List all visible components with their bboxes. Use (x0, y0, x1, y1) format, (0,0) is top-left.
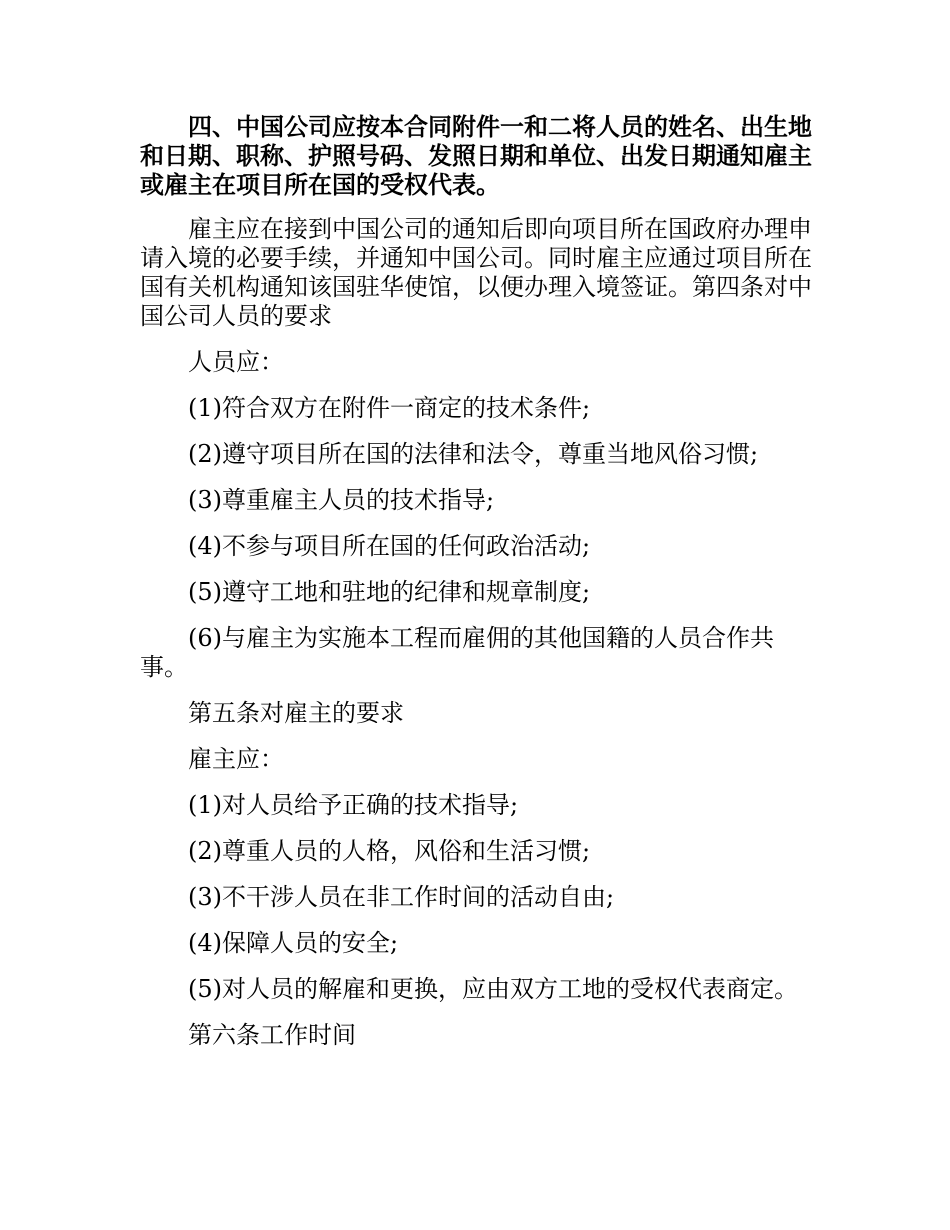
staff-requirement-item: (3)尊重雇主人员的技术指导; (188, 486, 495, 514)
staff-requirement-item: (4)不参与项目所在国的任何政治活动; (188, 532, 591, 560)
staff-requirements-intro: 人员应： (188, 348, 284, 376)
employer-requirement-item: (5)对人员的解雇和更换，应由双方工地的受权代表商定。 (188, 975, 798, 1003)
article-six-title: 第六条工作时间 (188, 1021, 356, 1049)
employer-requirement-item: (2)尊重人员的人格，风俗和生活习惯; (188, 837, 591, 865)
document-page (140, 112, 812, 1067)
entry-procedure-paragraph: 雇主应在接到中国公司的通知后即向项目所在国政府办理申请入境的必要手续，并通知中国公司。同时雇主应通过项目所在国有关机构通知该国驻华使馆，以便办理入境签证。第四条对中国公司人员的要求 (140, 215, 812, 330)
staff-requirement-item: (1)符合双方在附件一商定的技术条件; (188, 394, 591, 422)
employer-requirement-item: (4)保障人员的安全; (188, 929, 399, 957)
employer-requirement-item: (1)对人员给予正确的技术指导; (188, 791, 519, 819)
staff-requirement-item: (5)遵守工地和驻地的纪律和规章制度; (188, 578, 591, 606)
employer-requirements-intro: 雇主应： (188, 745, 284, 773)
employer-requirement-item: (3)不干涉人员在非工作时间的活动自由; (188, 883, 615, 911)
clause-four-paragraph: 四、中国公司应按本合同附件一和二将人员的姓名、出生地和日期、职称、护照号码、发照日期和单位、出发日期通知雇主或雇主在项目所在国的受权代表。 (140, 112, 812, 199)
staff-requirement-item: (2)遵守项目所在国的法律和法令，尊重当地风俗习惯; (188, 440, 759, 468)
staff-requirement-item: (6)与雇主为实施本工程而雇佣的其他国籍的人员合作共事。 (140, 624, 774, 681)
article-five-title: 第五条对雇主的要求 (188, 699, 404, 727)
